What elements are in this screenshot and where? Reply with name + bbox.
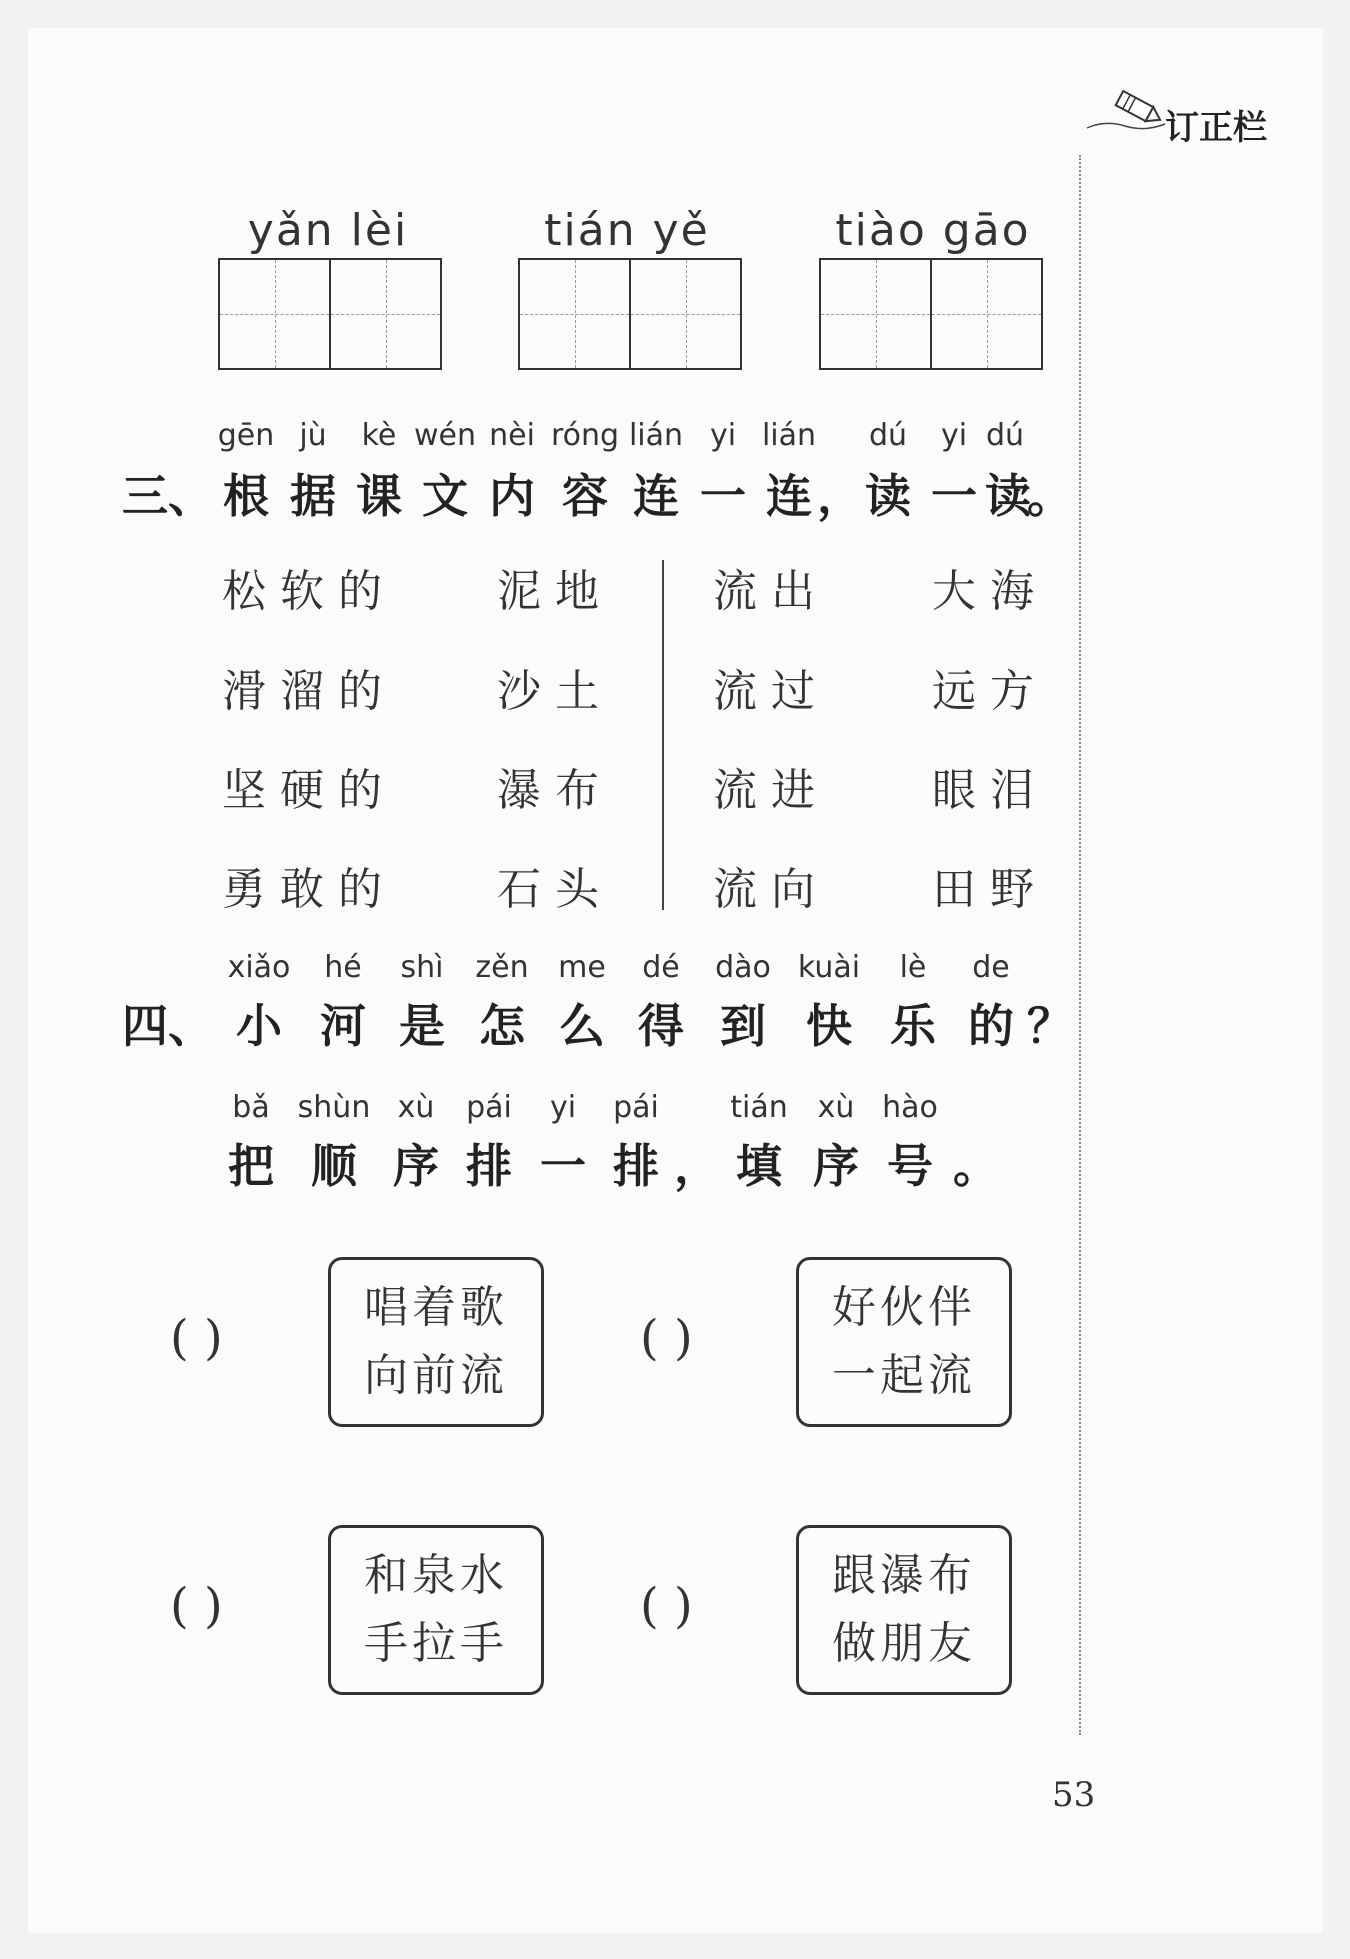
card-line: 向前流: [364, 1350, 508, 1401]
phrase-card: [796, 1525, 1012, 1695]
matching-item[interactable]: 田野: [932, 864, 1048, 915]
matching-item[interactable]: 流向: [713, 864, 829, 915]
pinyin: tián: [730, 1090, 788, 1125]
title-char: ，: [674, 1139, 720, 1193]
correction-column-divider: [1079, 155, 1081, 1735]
pinyin: yi: [940, 418, 968, 453]
pinyin: me: [558, 950, 606, 985]
pinyin: dào: [715, 950, 771, 985]
pencil-icon: [1085, 84, 1175, 138]
title-char: 号: [887, 1139, 933, 1193]
title-char: 一: [700, 469, 746, 523]
title-char: 顺: [311, 1139, 357, 1193]
title-char: 一: [540, 1139, 586, 1193]
pinyin: lián: [628, 418, 684, 453]
matching-item[interactable]: 泥地: [497, 566, 613, 617]
title-char: 快: [806, 999, 852, 1053]
title-char: 么: [559, 999, 605, 1053]
pinyin-label: tián yě: [544, 205, 710, 256]
pinyin: xiǎo: [227, 950, 291, 985]
pinyin-label: yǎn lèi: [247, 205, 409, 256]
card-line: 手拉手: [364, 1618, 508, 1669]
answer-parentheses[interactable]: ( ): [640, 1578, 693, 1634]
matching-item[interactable]: 远方: [932, 666, 1048, 717]
title-char: 连: [633, 469, 679, 523]
title-char: 连: [766, 469, 812, 523]
pinyin: róng: [550, 418, 620, 453]
title-char: 到: [720, 999, 766, 1053]
matching-item[interactable]: 沙土: [497, 666, 613, 717]
title-char: 怎: [479, 999, 525, 1053]
title-char: 填: [736, 1139, 782, 1193]
pinyin: gēn: [217, 418, 275, 453]
title-char: 。: [1027, 469, 1073, 523]
pinyin: wén: [413, 418, 477, 453]
title-char: 是: [399, 999, 445, 1053]
matching-item[interactable]: 石头: [497, 864, 613, 915]
title-char: 乐: [890, 999, 936, 1053]
pinyin: jù: [299, 418, 327, 453]
pinyin: kè: [361, 418, 397, 453]
matching-item[interactable]: 滑溜的: [222, 666, 396, 717]
title-char: ，: [817, 469, 863, 523]
matching-item[interactable]: 大海: [932, 566, 1048, 617]
pinyin: dú: [868, 418, 908, 453]
pinyin: hé: [324, 950, 362, 985]
card-line: 一起流: [832, 1350, 976, 1401]
writing-box[interactable]: [518, 258, 742, 370]
pinyin: xù: [397, 1090, 435, 1125]
title-char: 序: [813, 1139, 859, 1193]
title-char: 排: [466, 1139, 512, 1193]
pinyin: yi: [549, 1090, 577, 1125]
title-char: 读: [985, 469, 1031, 523]
matching-item[interactable]: 流进: [713, 765, 829, 816]
answer-parentheses[interactable]: ( ): [640, 1310, 693, 1366]
answer-parentheses[interactable]: ( ): [170, 1578, 223, 1634]
title-char: 课: [356, 469, 402, 523]
pinyin: xù: [817, 1090, 855, 1125]
title-char: 把: [228, 1139, 274, 1193]
correction-column-label: 订正栏: [1165, 108, 1267, 148]
matching-item[interactable]: 坚硬的: [222, 765, 396, 816]
title-char: 容: [562, 469, 608, 523]
title-char: 根: [223, 469, 269, 523]
pinyin: hào: [882, 1090, 938, 1125]
answer-parentheses[interactable]: ( ): [170, 1310, 223, 1366]
title-char: 读: [865, 469, 911, 523]
writing-box[interactable]: [218, 258, 442, 370]
matching-divider: [662, 560, 664, 910]
matching-item[interactable]: 瀑布: [497, 765, 613, 816]
title-char: 一: [931, 469, 977, 523]
pinyin: lè: [899, 950, 927, 985]
title-char: 内: [489, 469, 535, 523]
card-line: 做朋友: [832, 1618, 976, 1669]
page-number: 53: [1052, 1775, 1096, 1815]
title-char: 据: [290, 469, 336, 523]
matching-item[interactable]: 松软的: [222, 566, 396, 617]
title-char: 的: [968, 999, 1014, 1053]
phrase-card: [328, 1525, 544, 1695]
title-char: 文: [422, 469, 468, 523]
matching-item[interactable]: 眼泪: [932, 765, 1048, 816]
title-char: 排: [613, 1139, 659, 1193]
title-char: 序: [393, 1139, 439, 1193]
card-line: 唱着歌: [364, 1282, 508, 1333]
pinyin: zěn: [475, 950, 529, 985]
card-line: 跟瀑布: [832, 1550, 976, 1601]
matching-item[interactable]: 勇敢的: [222, 864, 396, 915]
pinyin: nèi: [489, 418, 535, 453]
pinyin: pái: [466, 1090, 512, 1125]
pinyin: kuài: [797, 950, 861, 985]
title-char: 河: [320, 999, 366, 1053]
matching-item[interactable]: 流出: [713, 566, 829, 617]
phrase-card: [328, 1257, 544, 1427]
pinyin: yi: [709, 418, 737, 453]
card-line: 和泉水: [364, 1550, 508, 1601]
title-char: 小: [236, 999, 282, 1053]
phrase-card: [796, 1257, 1012, 1427]
pinyin: shùn: [297, 1090, 371, 1125]
section-number: 四、: [122, 999, 214, 1053]
pinyin: dé: [642, 950, 680, 985]
section-number: 三、: [122, 469, 214, 523]
pinyin: bǎ: [232, 1090, 270, 1125]
pinyin: lián: [761, 418, 817, 453]
pinyin: pái: [613, 1090, 659, 1125]
card-line: 好伙伴: [832, 1282, 976, 1333]
pinyin: de: [972, 950, 1010, 985]
matching-item[interactable]: 流过: [713, 666, 829, 717]
title-char: 。: [953, 1139, 999, 1193]
pinyin: dú: [985, 418, 1025, 453]
writing-box[interactable]: [819, 258, 1043, 370]
pinyin: shì: [400, 950, 444, 985]
title-char: ？: [1027, 999, 1073, 1053]
title-char: 得: [638, 999, 684, 1053]
pinyin-label: tiào gāo: [835, 205, 1031, 256]
